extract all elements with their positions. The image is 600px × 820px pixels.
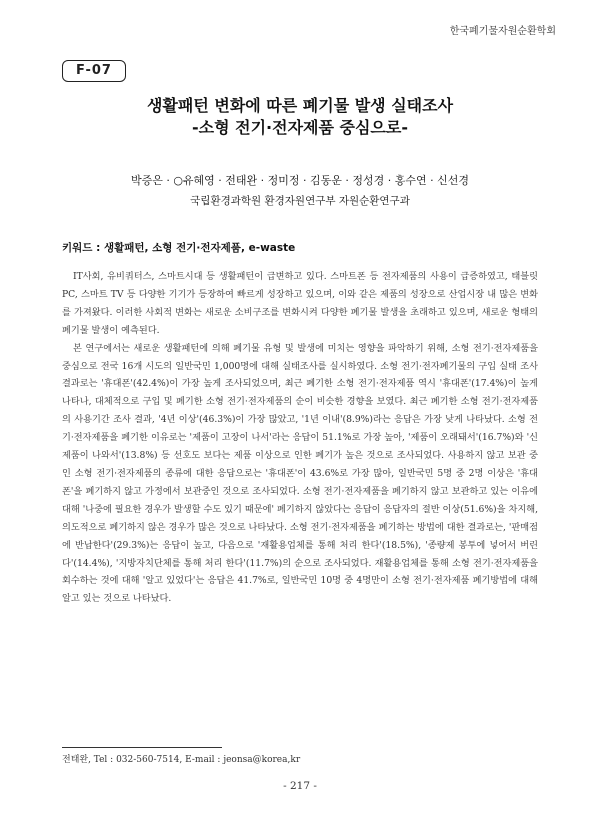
abstract-body bbox=[62, 268, 538, 608]
journal-header: 한국폐기물자원순환학회 bbox=[449, 26, 556, 37]
footnote: 전태완, Tel : 032-560-7514, E-mail : jeonsa@korea,kr bbox=[62, 755, 301, 765]
paragraph-2: 본 연구에서는 새로운 생활패턴에 의해 폐기물 유형 및 발생에 미치는 영향을 파악하기 위해, 소형 전기·전자제품을 중심으로 전국 16개 시도의 일반국민 1,000명에 대해 실태조사를 실시하였다. 소형 전기·전자폐기물의 구입 실태 조사 결과로는 '휴대폰'(42.4%)이 가장 높게 조사되었으며, 최근 폐기한 소형 전기·전자제품 역시 '휴대폰'(17.4%)이 높게 나타나, 대체적으로 구입 및 폐기한 소형 전기·전자제품의 순이 비슷한 경향을 보였다. 최근 폐기한 소형 전기·전자제품의 사용기간 조사 결과, '4년 이상'(46.3%)이 가장 많았고, '1년 이내'(8.9%)라는 응답은 가장 낮게 나타났다. 소형 전기·전자제품을 폐기한 이유로는 '제품이 고장이 나서'라는 응답이 51.1%로 가장 높아, '제품이 오래돼서'(16.7%)와 '신제품이 나와서'(13.8%) 등 선호도 보다는 제품 이상으로 인한 폐기가 높은 것으로 조사되었다. 사용하지 않고 보관 중인 소형 전기·전자제품의 종류에 대한 응답으로는 '휴대폰'이 43.6%로 가장 많아, 일반국민 5명 중 2명 이상은 '휴대폰'을 폐기하지 않고 가정에서 보관중인 것으로 조사되었다. 소형 전기·전자제품을 폐기하지 않고 보관하고 있는 이유에 대해 '나중에 필요한 경우가 발생할 수도 있기 때문에' 폐기하지 않았다는 응답이 응답자의 절반 이상(51.6%)을 차지해, 의도적으로 폐기하지 않은 경우가 많은 것으로 나타났다. 소형 전기·전자제품을 폐기하는 방법에 대한 결과로는, '판매점에 반납한다'(29.3%)는 응답이 높고, 다음으로 '재활용업체를 통해 처리 한다'(18.5%), '종량제 봉투에 넣어서 버린다'(14.4%), '지방자치단체를 통해 처리 한다'(11.7%)의 순으로 조사되었다. 재활용업체를 통해 소형 전기·전자제품을 회수하는 것에 대해 '알고 있었다'는 응답은 41.7%로, 일반국민 10명 중 4명만이 소형 전기·전자제품 폐기방법에 대해 알고 있는 것으로 나타났다. bbox=[62, 342, 538, 605]
author-list: 박증은 · ○유혜영 · 전태완 · 정미정 · 김동운 · 정성경 · 홍수연 · 신선경 bbox=[130, 174, 470, 187]
title-line-1: 생활패턴 변화에 따른 폐기물 발생 실태조사 bbox=[146, 96, 454, 115]
affiliation: 국립환경과학원 환경자원연구부 자원순환연구과 bbox=[190, 195, 410, 207]
page-number: - 217 - bbox=[283, 780, 317, 792]
footnote-divider bbox=[62, 747, 222, 748]
paragraph-1: IT사회, 유비쿼터스, 스마트시대 등 생활패턴이 급변하고 있다. 스마트폰 등 전자제품의 사용이 급증하였고, 태블릿PC, 스마트 TV 등 다양한 기기가 등장하여 빠르게 성장하고 있으며, 이와 같은 제품의 성장으로 산업시장 내 많은 변화를 가져왔다. 이러한 사회적 변화는 새로운 소비구조를 변화시켜 다양한 폐기물 발생을 초래하고 있으며, 새로운 형태의 폐기물 발생이 예측된다. bbox=[62, 271, 538, 336]
paper-title bbox=[0, 95, 600, 139]
title-line-2: -소형 전기·전자제품 중심으로- bbox=[192, 118, 408, 137]
keywords: 키워드 : 생활패턴, 소형 전기·전자제품, e-waste bbox=[62, 242, 296, 254]
paper-id-badge: F-07 bbox=[62, 60, 126, 82]
